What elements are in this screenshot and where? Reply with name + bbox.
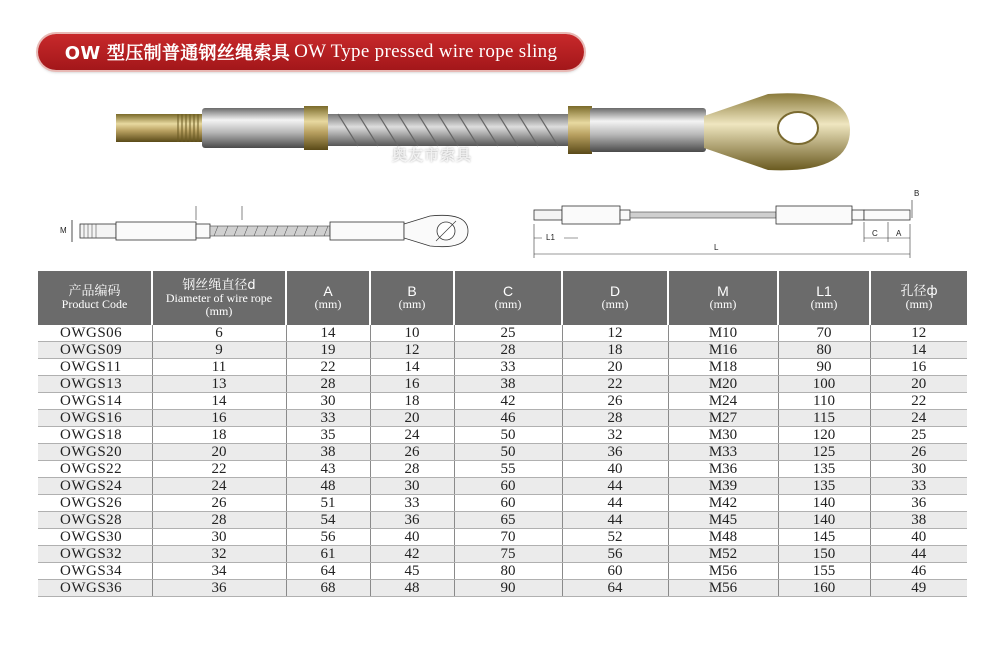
table-cell: 140 [778,495,870,512]
table-row [38,512,967,529]
table-cell: 30 [286,393,370,410]
table-row [38,393,967,410]
dim-m-label: M [60,226,67,235]
table-cell: 46 [454,410,562,427]
table-cell: 18 [152,427,286,444]
table-cell: 36 [870,495,967,512]
table-cell: 12 [370,342,454,359]
table-cell: 54 [286,512,370,529]
table-row [38,529,967,546]
table-cell: 28 [370,461,454,478]
table-cell: 18 [562,342,668,359]
header-a: A (mm) [286,271,370,325]
table-cell: 24 [152,478,286,495]
table-cell: 9 [152,342,286,359]
table-cell: 45 [370,563,454,580]
table-cell: 28 [562,410,668,427]
table-cell: 18 [370,393,454,410]
table-cell: 50 [454,427,562,444]
table-cell: 33 [286,410,370,427]
cell-product-code: OWGS06 [38,325,152,342]
table-cell: 22 [152,461,286,478]
table-row [38,478,967,495]
table-row [38,376,967,393]
cell-product-code: OWGS30 [38,529,152,546]
table-cell: 26 [152,495,286,512]
table-cell: 50 [454,444,562,461]
cell-product-code: OWGS28 [38,512,152,529]
table-cell: 68 [286,580,370,597]
table-cell: M10 [668,325,778,342]
cell-product-code: OWGS14 [38,393,152,410]
table-cell: 40 [370,529,454,546]
table-cell: 55 [454,461,562,478]
table-body [38,325,967,597]
cell-product-code: OWGS34 [38,563,152,580]
table-row [38,410,967,427]
table-cell: 19 [286,342,370,359]
cell-product-code: OWGS22 [38,461,152,478]
table-cell: 75 [454,546,562,563]
table-cell: 64 [286,563,370,580]
table-cell: 135 [778,461,870,478]
table-cell: 14 [370,359,454,376]
cell-product-code: OWGS16 [38,410,152,427]
table-cell: 51 [286,495,370,512]
header-diameter: 钢丝绳直径d Diameter of wire rope (mm) [152,271,286,325]
table-cell: 13 [152,376,286,393]
table-cell: 14 [286,325,370,342]
cell-product-code: OWGS11 [38,359,152,376]
table-cell: 48 [286,478,370,495]
table-cell: 33 [454,359,562,376]
table-cell: 48 [370,580,454,597]
table-cell: 28 [286,376,370,393]
table-cell: 38 [870,512,967,529]
table-cell: 135 [778,478,870,495]
table-cell: 33 [370,495,454,512]
cell-product-code: OWGS20 [38,444,152,461]
table-cell: M56 [668,563,778,580]
table-cell: 30 [370,478,454,495]
table-cell: 160 [778,580,870,597]
cell-product-code: OWGS09 [38,342,152,359]
table-cell: 70 [778,325,870,342]
table-cell: 30 [870,461,967,478]
table-cell: 40 [562,461,668,478]
table-cell: M45 [668,512,778,529]
table-cell: 42 [454,393,562,410]
table-cell: 22 [870,393,967,410]
product-photo [108,88,868,188]
drawing-side-view [58,198,478,262]
table-cell: 22 [562,376,668,393]
table-cell: 36 [152,580,286,597]
table-cell: 26 [370,444,454,461]
table-cell: 56 [562,546,668,563]
table-cell: 150 [778,546,870,563]
table-cell: 33 [870,478,967,495]
table-cell: 115 [778,410,870,427]
table-cell: 10 [370,325,454,342]
cell-product-code: OWGS26 [38,495,152,512]
dim-l1-label: L1 [546,233,555,242]
table-row [38,495,967,512]
table-cell: 12 [562,325,668,342]
header-l1: L1 (mm) [778,271,870,325]
table-cell: 20 [870,376,967,393]
table-cell: 26 [562,393,668,410]
table-cell: 44 [870,546,967,563]
dim-c-label: C [872,229,878,238]
table-row [38,563,967,580]
table-cell: 22 [286,359,370,376]
table-row [38,359,967,376]
table-cell: 44 [562,478,668,495]
dim-l-label: L [714,243,719,252]
header-hole-diameter: 孔径ф (mm) [870,271,967,325]
table-cell: 35 [286,427,370,444]
cell-product-code: OWGS18 [38,427,152,444]
table-cell: 46 [870,563,967,580]
table-row [38,546,967,563]
table-cell: 80 [454,563,562,580]
title-banner [38,34,584,70]
table-row [38,427,967,444]
table-cell: 11 [152,359,286,376]
table-cell: 28 [152,512,286,529]
table-row [38,342,967,359]
header-c: C (mm) [454,271,562,325]
title-cn: OW 型压制普通钢丝绳索具 [64,43,291,64]
table-cell: 24 [870,410,967,427]
dim-a-label: A [896,229,902,238]
table-cell: M30 [668,427,778,444]
table-cell: 90 [778,359,870,376]
table-cell: M33 [668,444,778,461]
watermark: 奥友市索具 [392,146,473,164]
table-cell: M52 [668,546,778,563]
table-cell: 25 [454,325,562,342]
table-cell: 70 [454,529,562,546]
table-cell: 44 [562,495,668,512]
table-cell: M48 [668,529,778,546]
table-header-row [38,271,967,325]
table-cell: 120 [778,427,870,444]
table-row [38,444,967,461]
spec-table [38,271,967,597]
table-cell: M20 [668,376,778,393]
table-cell: 49 [870,580,967,597]
table-cell: 110 [778,393,870,410]
table-cell: 12 [870,325,967,342]
table-cell: 60 [454,495,562,512]
table-cell: 80 [778,342,870,359]
table-cell: 155 [778,563,870,580]
table-cell: 14 [870,342,967,359]
table-cell: 36 [370,512,454,529]
table-cell: M27 [668,410,778,427]
table-cell: 38 [286,444,370,461]
table-row [38,325,967,342]
cell-product-code: OWGS13 [38,376,152,393]
table-cell: 20 [152,444,286,461]
table-row [38,580,967,597]
table-cell: 16 [370,376,454,393]
table-cell: 60 [562,563,668,580]
table-cell: 14 [152,393,286,410]
table-cell: 42 [370,546,454,563]
header-product-code: 产品编码 Product Code [38,271,152,325]
table-cell: 34 [152,563,286,580]
table-cell: 6 [152,325,286,342]
table-cell: 32 [152,546,286,563]
table-cell: M56 [668,580,778,597]
table-cell: 56 [286,529,370,546]
table-cell: 100 [778,376,870,393]
table-cell: 30 [152,529,286,546]
table-cell: 52 [562,529,668,546]
table-cell: 25 [870,427,967,444]
cell-product-code: OWGS36 [38,580,152,597]
table-cell: 64 [562,580,668,597]
table-cell: 16 [870,359,967,376]
table-cell: M39 [668,478,778,495]
table-cell: 16 [152,410,286,427]
header-b: B (mm) [370,271,454,325]
cell-product-code: OWGS32 [38,546,152,563]
table-cell: M16 [668,342,778,359]
table-cell: 32 [562,427,668,444]
table-cell: 44 [562,512,668,529]
dim-b-label: B [914,189,920,198]
table-cell: 26 [870,444,967,461]
table-cell: 43 [286,461,370,478]
table-cell: 36 [562,444,668,461]
table-cell: M24 [668,393,778,410]
table-cell: 90 [454,580,562,597]
table-cell: 24 [370,427,454,444]
table-cell: 20 [562,359,668,376]
table-cell: 28 [454,342,562,359]
table-cell: 60 [454,478,562,495]
table-cell: M36 [668,461,778,478]
table-cell: 145 [778,529,870,546]
table-cell: 20 [370,410,454,427]
table-row [38,461,967,478]
table-cell: 140 [778,512,870,529]
table-cell: 40 [870,529,967,546]
table-cell: 38 [454,376,562,393]
table-cell: M18 [668,359,778,376]
header-m: M (mm) [668,271,778,325]
table-cell: M42 [668,495,778,512]
table-cell: 65 [454,512,562,529]
drawing-top-view [518,188,930,266]
header-d: D (mm) [562,271,668,325]
cell-product-code: OWGS24 [38,478,152,495]
table-cell: 125 [778,444,870,461]
title-en: OW Type pressed wire rope sling [294,41,558,62]
table-cell: 61 [286,546,370,563]
